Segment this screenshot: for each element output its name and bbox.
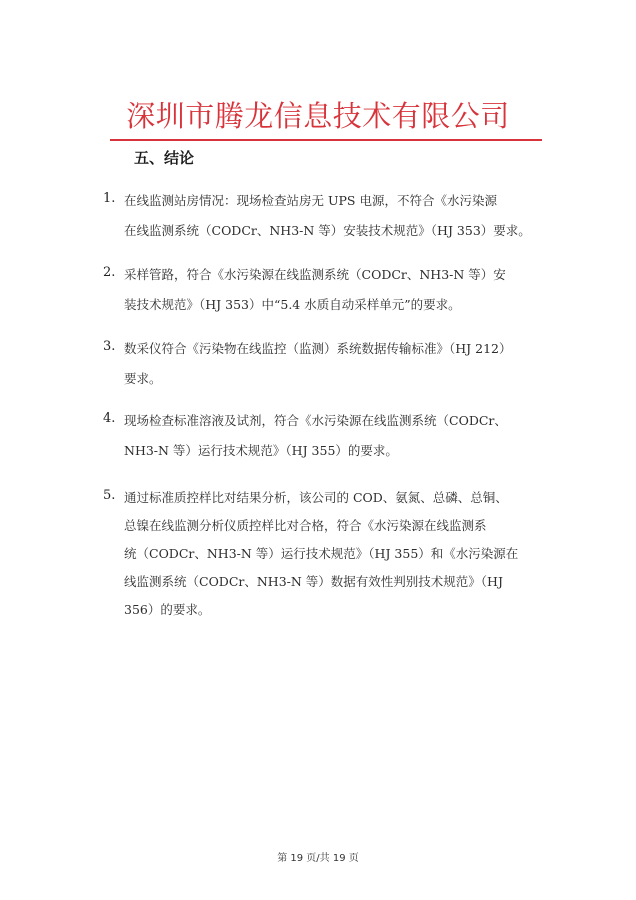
conclusion-item-text-line: 356）的要求。: [124, 602, 211, 617]
section-heading: 五、结论: [134, 149, 195, 167]
conclusion-item-text-line: 总镍在线监测分析仪质控样比对合格，符合《水污染源在线监测系: [124, 518, 487, 533]
conclusion-item-number: 5.: [103, 488, 116, 503]
letterhead-divider: [110, 139, 542, 141]
conclusion-item-text-line: 统（CODCr、NH3-N 等）运行技术规范》（HJ 355）和《水污染源在: [124, 546, 519, 561]
company-letterhead-title: 深圳市腾龙信息技术有限公司: [126, 99, 510, 133]
conclusion-item-text-line: 通过标准质控样比对结果分析，该公司的 COD、氨氮、总磷、总铜、: [124, 490, 508, 505]
conclusion-item-text-line: NH3-N 等）运行技术规范》（HJ 355）的要求。: [124, 443, 398, 458]
conclusion-item-text-line: 装技术规范》（HJ 353）中“5.4 水质自动采样单元”的要求。: [124, 297, 461, 312]
conclusion-item-text-line: 要求。: [124, 371, 162, 386]
page-number-footer: 第 19 页/共 19 页: [277, 853, 359, 864]
conclusion-item-text-line: 在线监测系统（CODCr、NH3-N 等）安装技术规范》（HJ 353）要求。: [124, 223, 531, 238]
conclusion-item-text-line: 数采仪符合《污染物在线监控（监测）系统数据传输标准》（HJ 212）: [124, 341, 512, 356]
conclusion-item-text-line: 现场检查标准溶液及试剂，符合《水污染源在线监测系统（CODCr、: [124, 413, 507, 428]
conclusion-item-number: 1.: [103, 191, 116, 206]
conclusion-item-text-line: 在线监测站房情况：现场检查站房无 UPS 电源，不符合《水污染源: [124, 193, 497, 208]
conclusion-item-number: 4.: [103, 411, 116, 426]
conclusion-item-number: 2.: [103, 265, 116, 280]
conclusion-item-text-line: 采样管路，符合《水污染源在线监测系统（CODCr、NH3-N 等）安: [124, 267, 506, 282]
conclusion-item-number: 3.: [103, 339, 116, 354]
conclusion-item-text-line: 线监测系统（CODCr、NH3-N 等）数据有效性判别技术规范》（HJ: [124, 574, 503, 589]
